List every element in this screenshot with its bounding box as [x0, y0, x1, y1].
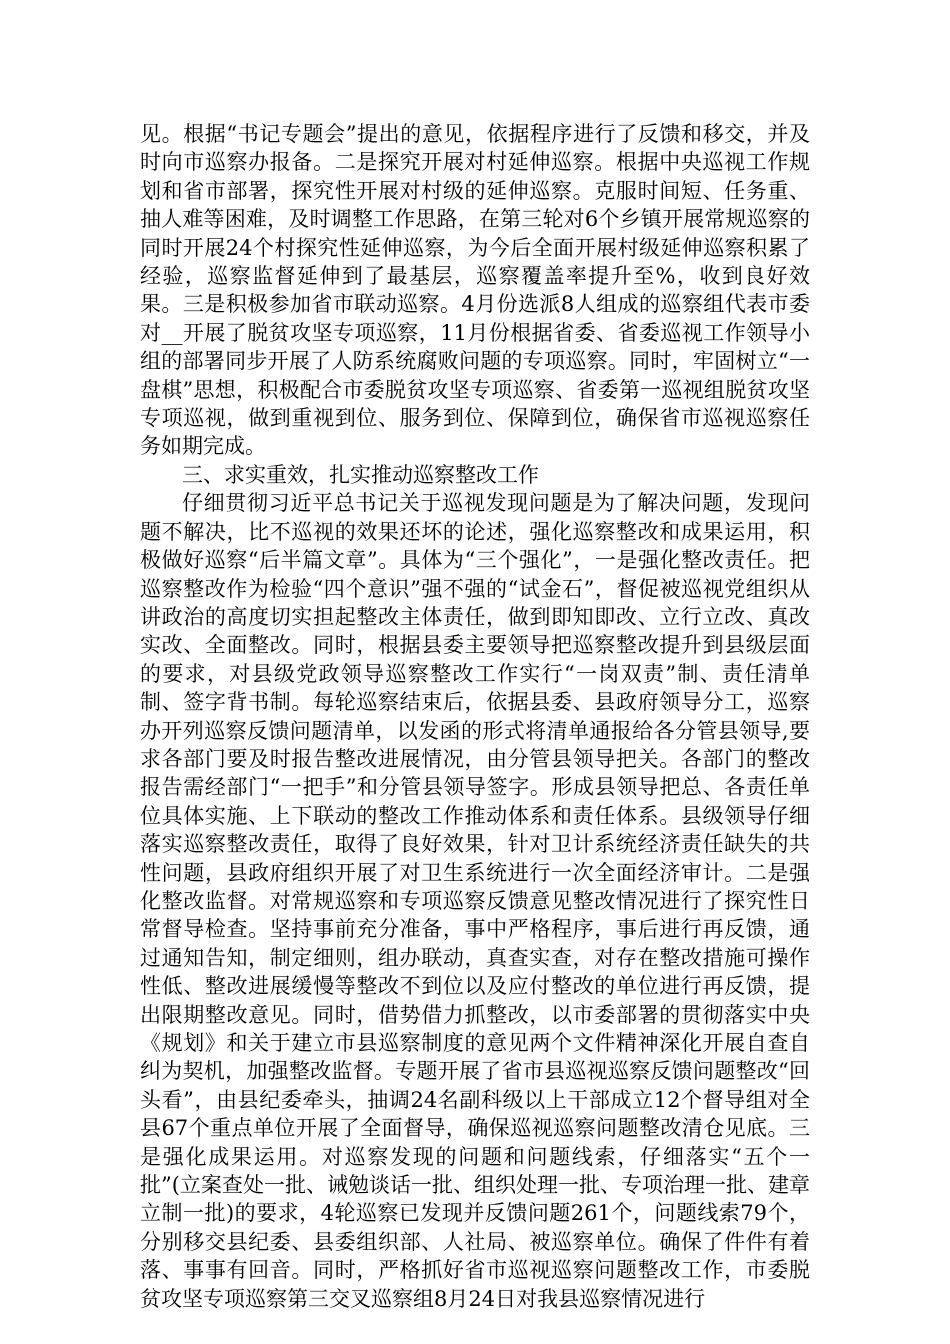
- paragraph-village-inspection: 见。根据“书记专题会”提出的意见，依据程序进行了反馈和移交，并及时向市巡察办报备。二是探究开展对村延伸巡察。根据中央巡视工作规划和省市部署，探究性开展对村级的延伸巡察。克服时间短、任务重、抽人难等困难，及时调整工作思路，在第三轮对6个乡镇开展常规巡察的同时开展24个村探究性延伸巡察，为今后全面开展村级延伸巡察积累了经验，巡察监督延伸到了最基层，巡察覆盖率提升至%，收到良好效果。三是积极参加省市联动巡察。4月份选派8人组成的巡察组代表市委对__开展了脱贫攻坚专项巡察，11月份根据省委、省委巡视工作领导小组的部署同步开展了人防系统腐败问题的专项巡察。同时，牢固树立“一盘棋”思想，积极配合市委脱贫攻坚专项巡察、省委第一巡视组脱贫攻坚专项巡视，做到重视到位、服务到位、保障到位，确保省市巡视巡察任务如期完成。: [140, 122, 810, 459]
- section-heading-rectification: 三、求实重效，扎实推动巡察整改工作: [182, 462, 539, 487]
- document-body: [140, 120, 810, 1313]
- paragraph-rectification-work: 仔细贯彻习近平总书记关于巡视发现问题是为了解决问题，发现问题不解决，比不巡视的效果还坏的论述，强化巡察整改和成果运用，积极做好巡察“后半篇文章”。具体为“三个强化”，一是强化整改责任。把巡察整改作为检验“四个意识”强不强的“试金石”，督促被巡视党组织从讲政治的高度切实担起整改主体责任，做到即知即改、立行立改、真改实改、全面整改。同时，根据县委主要领导把巡察整改提升到县级层面的要求，对县级党政领导巡察整改工作实行“一岗双责”制、责任清单制、签字背书制。每轮巡察结束后，依据县委、县政府领导分工，巡察办开列巡察反馈问题清单，以发函的形式将清单通报给各分管县领导,要求各部门要及时报告整改进展情况，由分管县领导把关。各部门的整改报告需经部门“一把手”和分管县领导签字。形成县领导把总、各责任单位具体实施、上下联动的整改工作推动体系和责任体系。县级领导仔细落实巡察整改责任，取得了良好效果，针对卫计系统经济责任缺失的共性问题，县政府组织开展了对卫生系统进行一次全面经济审计。二是强化整改监督。对常规巡察和专项巡察反馈意见整改情况进行了探究性日常督导检查。坚持事前充分准备，事中严格程序，事后进行再反馈，通过通知告知，制定细则，组办联动，真查实查，对存在整改措施可操作性低、整改进展缓慢等整改不到位以及应付整改的单位进行再反馈，提出限期整改意见。同时，借势借力抓整改，以市委部署的贯彻落实中央《规划》和关于建立市县巡察制度的意见两个文件精神深化开展自查自纠为契机，加强整改监督。专题开展了省市县巡视巡察反馈问题整改“回头看”，由县纪委牵头，抽调24名副科级以上干部成立12个督导组对全县67个重点单位开展了全面督导，确保巡视巡察问题整改清仓见底。三是强化成果运用。对巡察发现的问题和问题线索，仔细落实“五个一批”(立案查处一批、诫勉谈话一批、组织处理一批、专项治理一批、建章立制一批)的要求，4轮巡察已发现并反馈问题261个，问题线索79个，分别移交县纪委、县委组织部、人社局、被巡察单位。确保了件件有着落、事事有回音。同时，严格抓好省市巡视巡察问题整改工作，市委脱贫攻坚专项巡察第三交叉巡察组8月24日对我县巡察情况进行: [140, 491, 810, 1311]
